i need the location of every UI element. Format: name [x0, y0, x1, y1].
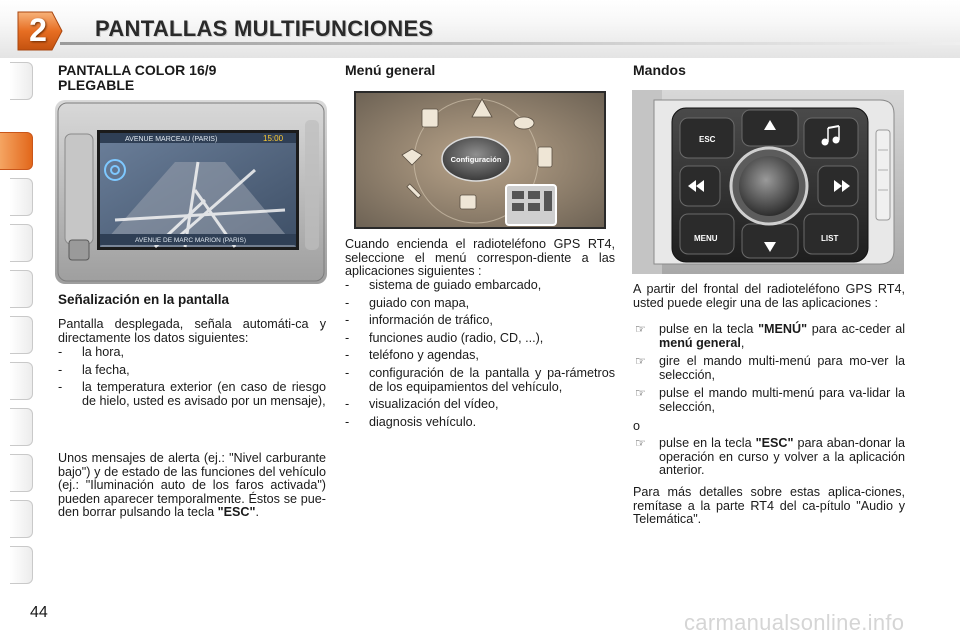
chapter-tab[interactable] [10, 224, 33, 262]
chapter-tab[interactable] [10, 62, 33, 100]
list-item: - diagnosis vehículo. [345, 414, 477, 429]
alert-paragraph: Unos mensajes de alerta (ej.: "Nivel carburante bajo") y de estado de las funciones del vehículo (ej.: "Iluminación auto de los faros activada") pueden aparecer temporalmente. Éstos se pue-den borrar pulsando la tecla "ESC". [58, 451, 326, 520]
list-item: - visualización del vídeo, [345, 397, 499, 412]
chapter-tab[interactable] [10, 270, 33, 308]
section-title-signals: Señalización en la pantalla [58, 292, 230, 307]
chapter-number: 2 [29, 12, 47, 48]
page-number: 44 [30, 604, 48, 621]
controls-photo [632, 90, 904, 274]
header-rule [60, 42, 960, 45]
list-item: - funciones audio (radio, CD, ...), [345, 330, 544, 345]
signals-list [58, 346, 326, 412]
list-item: - la temperatura exterior (en caso de riesgo de hielo, usted es avisado por un mensaje), [58, 380, 326, 408]
chapter-tab[interactable] [10, 408, 33, 446]
menu-list [345, 279, 615, 433]
signals-intro: Pantalla desplegada, señala automáti-ca y directamente los datos siguientes: [58, 317, 326, 345]
esc-key-label: "ESC" [217, 505, 256, 520]
pointing-hand-icon: ☞ [635, 386, 646, 401]
list-item: - la fecha, [58, 362, 130, 377]
menu-button-label: MENU [694, 234, 718, 243]
controls-intro: A partir del frontal del radioteléfono GPS RT4, usted puede elegir una de las aplicaciones : [633, 282, 905, 310]
list-item: ☞ pulse en la tecla "MENÚ" para ac-ceder al menú general, [635, 322, 905, 350]
chapter-tab[interactable] [10, 500, 33, 538]
pointing-hand-icon: ☞ [635, 436, 646, 451]
list-item: - la hora, [58, 345, 125, 359]
list-item: - teléfono y agendas, [345, 348, 479, 363]
menu-intro: Cuando encienda el radioteléfono GPS RT4, seleccione el menú correspon-diente a las aplicaciones siguientes : [345, 237, 615, 279]
list-item: - sistema de guiado embarcado, [345, 278, 542, 292]
list-item: ☞ gire el mando multi-menú para mo-ver la selección, [635, 354, 905, 382]
section-title-display: PANTALLA COLOR 16/9 PLEGABLE [58, 62, 217, 93]
or-separator: o [633, 418, 641, 433]
watermark: carmanualsonline.info [684, 610, 905, 635]
pointing-hand-icon: ☞ [635, 354, 646, 369]
chapter-tab[interactable] [10, 316, 33, 354]
chapter-tabs [0, 62, 36, 582]
menu-screen-photo [354, 91, 606, 229]
pointing-hand-icon: ☞ [635, 322, 646, 336]
list-item: - información de tráfico, [345, 313, 493, 328]
chapter-tab[interactable] [10, 454, 33, 492]
esc-button-label: ESC [699, 135, 716, 144]
menu-center-label: Configuración [450, 155, 502, 164]
list-item: ☞ pulse en la tecla "ESC" para aban-donar la operación en curso y volver a la aplicación anterior. [635, 436, 905, 478]
display-photo [55, 100, 327, 284]
chapter-tab-active[interactable] [0, 132, 33, 170]
chapter-tab[interactable] [10, 178, 33, 216]
map-bottom-street: AVENUE DE MARC MARION (PARIS) [135, 237, 246, 244]
chapter-tab[interactable] [10, 362, 33, 400]
controls-footer: Para más detalles sobre estas aplica-ciones, remítase a la parte RT4 del ca-pítulo "Audio y Telemática". [633, 485, 905, 527]
section-title-controls: Mandos [633, 62, 686, 78]
list-item: - guiado con mapa, [345, 295, 470, 310]
section-title-menu: Menú general [345, 62, 436, 78]
chapter-tab[interactable] [10, 546, 33, 584]
controls-list [633, 323, 905, 483]
map-top-street: AVENUE MARCEAU (PARIS) [125, 136, 218, 143]
list-item: ☞ pulse el mando multi-menú para va-lidar la selección, [635, 386, 905, 414]
list-button-label: LIST [821, 234, 839, 243]
map-clock: 15:00 [263, 134, 284, 143]
list-item: - configuración de la pantalla y pa-rámetros de los equipamientos del vehículo, [345, 365, 615, 394]
page-title: PANTALLAS MULTIFUNCIONES [95, 16, 434, 41]
